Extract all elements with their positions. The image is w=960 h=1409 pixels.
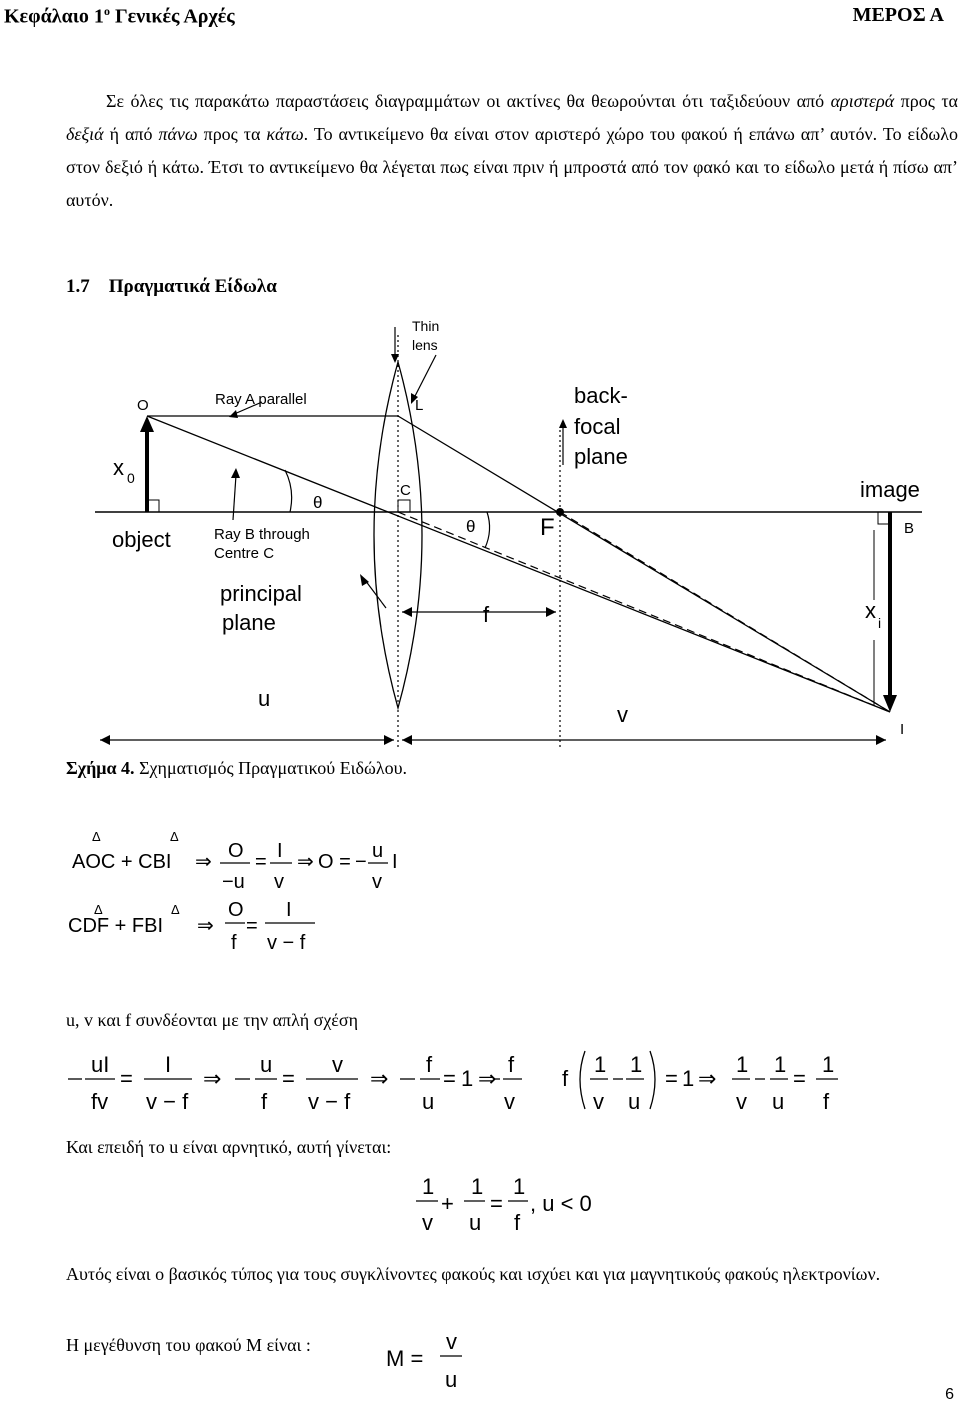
svg-text:v: v (593, 1089, 604, 1114)
svg-text:=: = (793, 1066, 806, 1091)
svg-text:I: I (165, 1052, 172, 1077)
svg-text:Δ: Δ (171, 902, 180, 917)
lens-derivation-equation (60, 1045, 860, 1120)
svg-text:⇒: ⇒ (698, 1066, 717, 1091)
svg-text:v − f: v − f (308, 1089, 351, 1114)
relation-text: u, v και f συνδέονται με την απλή σχέση (66, 1010, 358, 1030)
svg-text:I: I (277, 840, 283, 862)
page-number: 6 (945, 1386, 954, 1403)
figure-caption: Σχήμα 4. Σχηματισμός Πραγματικού Ειδώλου. (66, 758, 407, 778)
svg-text:v: v (504, 1089, 515, 1114)
svg-text:u: u (372, 840, 384, 862)
svg-text:M =: M = (386, 1346, 424, 1371)
svg-text:+: + (441, 1191, 454, 1216)
svg-text:f: f (261, 1089, 268, 1114)
svg-text:f: f (426, 1052, 433, 1077)
ray-b-pointer (233, 475, 236, 520)
negative-u-text: Και επειδή το u είναι αρνητικό, αυτή γίνεται: (66, 1137, 392, 1157)
back-focal-label-3: plane (574, 444, 628, 469)
ray-a-label: Ray A parallel (215, 391, 307, 408)
svg-text:f: f (508, 1052, 515, 1077)
theta-2-label: θ (466, 517, 476, 536)
theta-arc-1 (285, 470, 292, 512)
svg-text:⇒: ⇒ (203, 1066, 222, 1091)
intro-paragraph: Σε όλες τις παρακάτω παραστάσεις διαγραμμάτων οι ακτίνες θα θεωρούνται ότι ταξιδεύουν από αριστερά προς τα δεξιά ή από πάνω προς τα κάτω. Το αντικείμενο θα είναι στον αριστερό χώρο του φακού ή επάνω απ’ αυτόν. Το είδωλο στον δεξιό ή κάτω. Έτσι το αντικείμενο θα λέγεται πως είναι πριν ή μπροστά από τον φακό και το είδωλο μετά ή πίσω απ’ αυτόν. (66, 91, 958, 210)
svg-text:v: v (372, 871, 382, 893)
eq1-lhs: AOC + CBI (72, 851, 172, 873)
lens-equation (410, 1170, 610, 1240)
eq2-lhs: CDF + FBI (68, 915, 164, 937)
svg-text:u: u (445, 1367, 458, 1392)
svg-text:Δ: Δ (92, 829, 101, 844)
principal-plane-label-2: plane (222, 610, 276, 635)
similar-triangles-equations (60, 825, 480, 960)
f-point-label: F (540, 514, 555, 541)
o-label: O (137, 397, 149, 414)
svg-text:=: = (255, 851, 267, 873)
magnification-formula (380, 1325, 470, 1395)
svg-text:uI: uI (91, 1052, 110, 1077)
svg-text:1: 1 (513, 1174, 526, 1199)
svg-text:v − f: v − f (146, 1089, 189, 1114)
svg-text:1: 1 (630, 1052, 643, 1077)
svg-text:=: = (246, 915, 258, 937)
svg-text:Δ: Δ (94, 902, 103, 917)
svg-text:⇒: ⇒ (297, 851, 314, 873)
svg-text:⇒: ⇒ (370, 1066, 389, 1091)
svg-text:u: u (628, 1089, 641, 1114)
svg-text:f: f (231, 932, 237, 954)
thin-lens-label-2: lens (412, 337, 438, 353)
svg-text:1: 1 (682, 1066, 695, 1091)
x0-subscript: 0 (127, 470, 135, 486)
b-label: B (904, 520, 915, 537)
svg-text:⇒: ⇒ (195, 851, 212, 873)
svg-text:=: = (443, 1066, 456, 1091)
x0-label: x (113, 455, 124, 480)
svg-text:O =: O = (318, 851, 351, 873)
svg-text:1: 1 (471, 1174, 484, 1199)
section-title: 1.7 Πραγματικά Είδωλα (66, 276, 277, 297)
focal-point (556, 508, 564, 516)
svg-text:f: f (562, 1066, 569, 1091)
svg-text:1: 1 (774, 1052, 787, 1077)
svg-text:v: v (422, 1210, 433, 1235)
svg-text:O: O (228, 840, 244, 862)
svg-text:1: 1 (736, 1052, 749, 1077)
svg-text:I: I (286, 899, 292, 921)
ray-b-label-1: Ray B through (214, 526, 310, 543)
object-label: object (112, 527, 171, 552)
basic-formula-text: Αυτός είναι ο βασικός τύπος για τους συγκλίνοντες φακούς και ισχύει και για μαγνητικούς φακούς ηλεκτρονίων. (66, 1264, 881, 1284)
svg-text:u: u (422, 1089, 435, 1114)
f-dimension-label: f (483, 602, 490, 627)
chapter-header: Κεφάλαιο $1^o$ Γενικές Αρχές (4, 4, 235, 28)
svg-text:v − f: v − f (267, 932, 306, 954)
svg-text:u: u (772, 1089, 785, 1114)
l-pointer (413, 355, 436, 400)
svg-text:v: v (446, 1329, 457, 1354)
u-dimension-label: u (258, 686, 271, 711)
magnification-label: Η μεγέθυνση του φακού M είναι : (66, 1335, 311, 1355)
back-focal-label-2: focal (574, 414, 621, 439)
l-label: L (415, 397, 424, 414)
ray-b-label-2: Centre C (214, 545, 275, 562)
thin-lens-label-1: Thin (412, 318, 440, 334)
svg-text:f: f (514, 1210, 521, 1235)
right-angle-c (398, 500, 410, 512)
theta-1-label: θ (313, 493, 323, 512)
svg-text:v: v (736, 1089, 747, 1114)
c-label: C (400, 482, 411, 499)
principal-plane-label-1: principal (220, 581, 302, 606)
i-label: I (900, 721, 905, 738)
svg-text:O: O (228, 899, 244, 921)
svg-text:Δ: Δ (170, 829, 179, 844)
svg-text:v: v (274, 871, 284, 893)
xi-label: x (865, 598, 876, 623)
svg-text:−: − (355, 851, 367, 873)
svg-text:1: 1 (461, 1066, 474, 1091)
back-focal-label-1: back- (574, 383, 628, 408)
svg-text:u: u (469, 1210, 482, 1235)
real-image-diagram (90, 310, 930, 750)
svg-text:=: = (282, 1066, 295, 1091)
svg-text:=: = (665, 1066, 678, 1091)
part-header: ΜΕΡΟΣ Α (852, 4, 944, 26)
xi-subscript: i (878, 615, 882, 631)
svg-text:=: = (120, 1066, 133, 1091)
v-dimension-label: v (617, 702, 628, 727)
svg-text:=: = (490, 1191, 503, 1216)
svg-text:f: f (823, 1089, 830, 1114)
svg-text:1: 1 (422, 1174, 435, 1199)
ray-b-centre (147, 416, 890, 712)
svg-text:fv: fv (91, 1089, 109, 1114)
svg-text:⇒: ⇒ (478, 1066, 497, 1091)
svg-text:⇒: ⇒ (197, 915, 214, 937)
svg-text:1: 1 (594, 1052, 607, 1077)
svg-text:−u: −u (222, 871, 245, 893)
svg-text:1: 1 (822, 1052, 835, 1077)
svg-text:, u < 0: , u < 0 (530, 1191, 592, 1216)
image-label: image (860, 477, 920, 502)
svg-text:u: u (260, 1052, 273, 1077)
theta-arc-2 (485, 512, 490, 548)
svg-text:I: I (392, 851, 398, 873)
svg-text:v: v (332, 1052, 343, 1077)
